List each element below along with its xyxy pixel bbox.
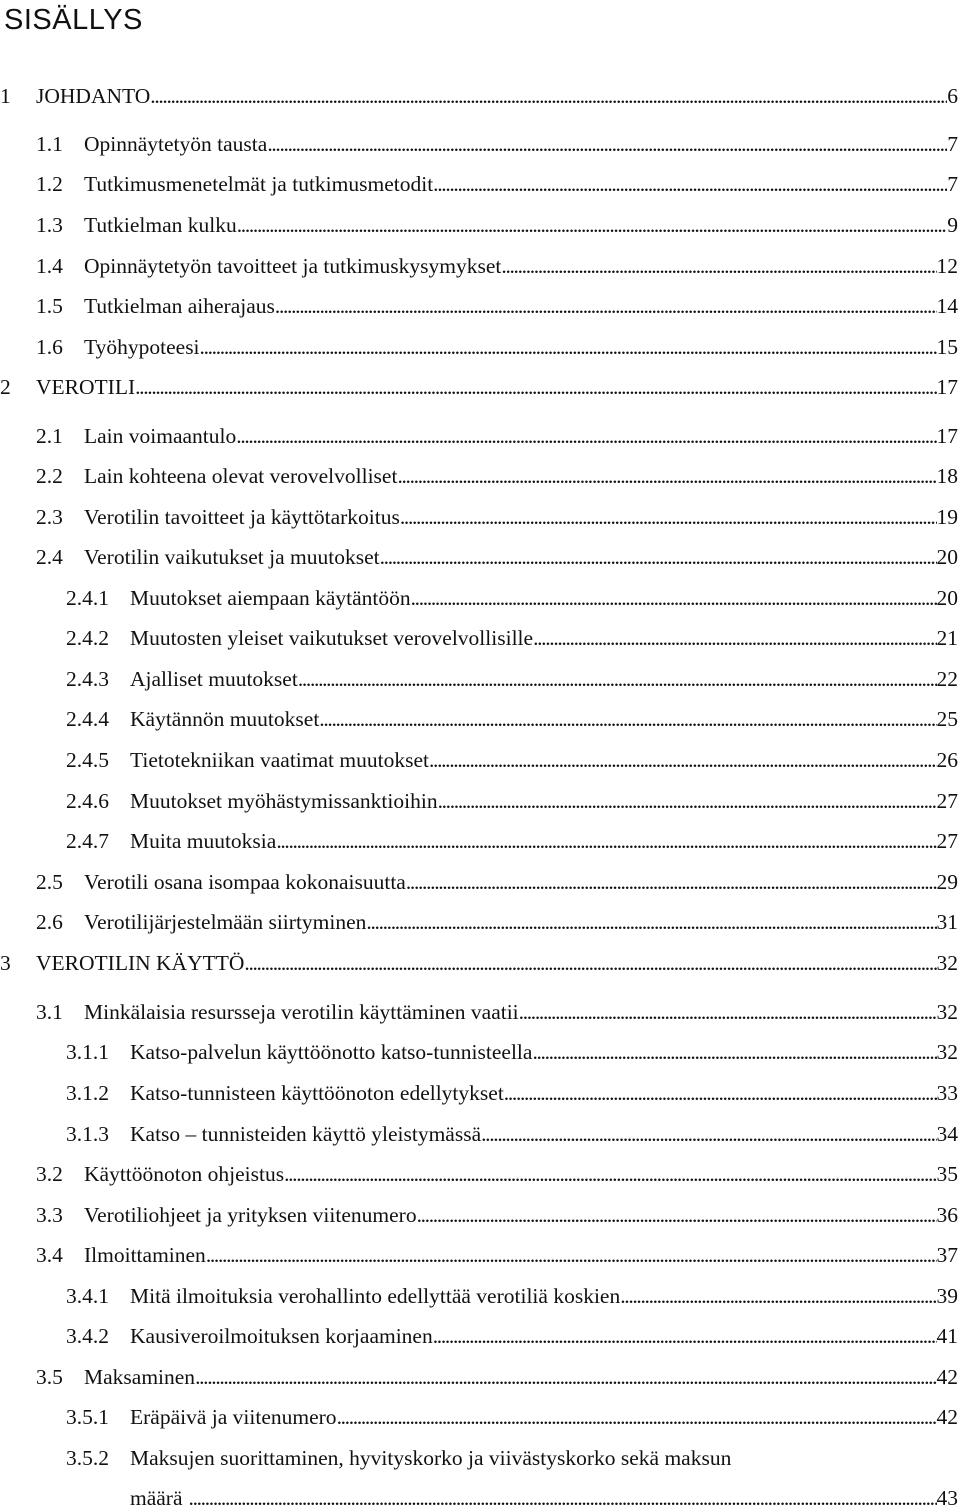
toc-entry-leader-line — [84, 1241, 960, 1269]
toc-entry-title: Tutkimusmenetelmät ja tutkimusmetodit — [84, 170, 433, 198]
toc-entry-leader-line — [130, 787, 960, 815]
dot-leader — [236, 422, 936, 450]
toc-entry-title: Verotilin vaikutukset ja muutokset — [84, 543, 380, 571]
toc-entry-title: Muutosten yleiset vaikutukset verovelvollisille — [130, 624, 533, 652]
toc-entry-leader-line — [84, 252, 960, 280]
toc-entry-title: Kausiveroilmoituksen korjaaminen — [130, 1322, 433, 1350]
toc-entry-leader-line — [36, 373, 960, 401]
toc-entry-leader-line — [36, 949, 960, 977]
toc-entry-page-number: 27 — [937, 827, 960, 855]
toc-entry[interactable] — [0, 1403, 960, 1431]
toc-entry[interactable] — [0, 624, 960, 652]
toc-entry[interactable] — [0, 82, 960, 110]
toc-entry-page-number: 20 — [937, 543, 960, 571]
toc-entry[interactable] — [0, 1079, 960, 1107]
toc-entry-leader-line — [84, 211, 960, 239]
dot-leader — [438, 787, 937, 815]
dot-leader — [519, 998, 937, 1026]
toc-entry-title: Tietotekniikan vaatimat muutokset — [130, 746, 429, 774]
toc-entry-leader-line — [84, 1363, 960, 1391]
toc-entry-leader-line — [130, 746, 960, 774]
dot-leader — [150, 82, 947, 110]
toc-entry-leader-line — [84, 170, 960, 198]
toc-entry[interactable] — [0, 170, 960, 198]
toc-entry-number: 1.3 — [36, 211, 63, 239]
toc-entry-number: 2.3 — [36, 503, 63, 531]
toc-entry-number: 2.4.3 — [66, 665, 109, 693]
dot-leader — [366, 908, 936, 936]
toc-entry[interactable] — [0, 998, 960, 1026]
toc-entry-leader-line — [130, 1079, 960, 1107]
toc-entry-page-number: 25 — [937, 705, 960, 733]
toc-entry-number: 2 — [0, 373, 11, 401]
toc-entry-number: 2.5 — [36, 868, 63, 896]
toc-entry-leader-line — [130, 584, 960, 612]
toc-entry-title-continuation: määrä — [130, 1484, 183, 1512]
toc-entry-leader-line — [130, 624, 960, 652]
toc-entry-title: VEROTILIN KÄYTTÖ — [36, 949, 244, 977]
toc-entry-number: 3.4.2 — [66, 1322, 109, 1350]
toc-entry[interactable] — [0, 211, 960, 239]
toc-entry[interactable] — [0, 1282, 960, 1310]
toc-entry-title: Ilmoittaminen — [84, 1241, 206, 1269]
toc-entry[interactable] — [0, 503, 960, 531]
dot-leader — [319, 705, 936, 733]
toc-entry[interactable] — [0, 787, 960, 815]
toc-entry[interactable] — [0, 827, 960, 855]
toc-entry[interactable] — [0, 543, 960, 571]
toc-entry-number: 1.4 — [36, 252, 63, 280]
toc-entry-page-number: 27 — [937, 787, 960, 815]
toc-entry-title: Lain voimaantulo — [84, 422, 236, 450]
toc-entry-title: Opinnäytetyön tavoitteet ja tutkimuskysymykset — [84, 252, 501, 280]
toc-entry-number: 3.4.1 — [66, 1282, 109, 1310]
toc-entry-number: 1.6 — [36, 333, 63, 361]
toc-entry-page-number: 33 — [937, 1079, 960, 1107]
toc-entry-number: 1.2 — [36, 170, 63, 198]
toc-entry-title: Maksujen suorittaminen, hyvityskorko ja viivästyskorko sekä maksun — [130, 1444, 731, 1472]
toc-entry-leader-line — [84, 868, 960, 896]
toc-entry-leader-line — [84, 462, 960, 490]
toc-entry-page-number: 41 — [937, 1322, 960, 1350]
toc-entry-leader-line — [130, 827, 960, 855]
toc-entry-leader-line — [130, 1403, 960, 1431]
toc-entry-title: Verotilin tavoitteet ja käyttötarkoitus — [84, 503, 400, 531]
toc-entry-leader-line — [130, 1322, 960, 1350]
toc-entry-title: VEROTILI — [36, 373, 135, 401]
toc-entry-title: Käytännön muutokset — [130, 705, 319, 733]
toc-entry-number: 3.1.1 — [66, 1038, 109, 1066]
dot-leader — [200, 333, 937, 361]
toc-entry[interactable] — [0, 949, 960, 977]
toc-entry-number: 2.4 — [36, 543, 63, 571]
dot-leader — [533, 624, 936, 652]
toc-entry-leader-line — [130, 1038, 960, 1066]
toc-entry-page-number: 7 — [947, 130, 960, 158]
dot-leader — [481, 1120, 936, 1148]
toc-entry[interactable] — [0, 908, 960, 936]
toc-entry[interactable] — [0, 333, 960, 361]
toc-entry-title: Eräpäivä ja viitenumero — [130, 1403, 337, 1431]
toc-entry-number: 3.1.2 — [66, 1079, 109, 1107]
toc-entry-number: 2.4.6 — [66, 787, 109, 815]
toc-entry-page-number: 26 — [937, 746, 960, 774]
toc-entry-page-number: 7 — [947, 170, 960, 198]
dot-leader — [275, 292, 937, 320]
toc-entry[interactable] — [0, 252, 960, 280]
toc-entry-leader-line — [84, 503, 960, 531]
toc-entry[interactable] — [0, 1363, 960, 1391]
toc-entry-title: Työhypoteesi — [84, 333, 200, 361]
toc-entry-number: 3.5.1 — [66, 1403, 109, 1431]
toc-entry-leader-line — [130, 665, 960, 693]
toc-entry-page-number: 20 — [937, 584, 960, 612]
toc-entry-leader-line — [84, 908, 960, 936]
toc-entry-title: Mitä ilmoituksia verohallinto edellyttää verotiliä koskien — [130, 1282, 620, 1310]
toc-entry-leader-line — [84, 998, 960, 1026]
toc-entry[interactable] — [0, 868, 960, 896]
dot-leader — [429, 746, 937, 774]
dot-leader — [195, 1363, 936, 1391]
toc-entry-title: Tutkielman aiherajaus — [84, 292, 275, 320]
dot-leader — [501, 252, 936, 280]
dot-leader — [532, 1038, 936, 1066]
toc-entry-number: 3.2 — [36, 1160, 63, 1188]
toc-entry-number: 3.1.3 — [66, 1120, 109, 1148]
toc-entry-page-number: 37 — [937, 1241, 960, 1269]
toc-entry-number: 3.1 — [36, 998, 63, 1026]
toc-entry-page-number: 32 — [937, 998, 960, 1026]
toc-entry-page-number: 14 — [937, 292, 960, 320]
toc-entry-title: Verotiliohjeet ja yrityksen viitenumero — [84, 1201, 417, 1229]
toc-entry-number: 1 — [0, 82, 11, 110]
toc-entry-leader-line — [84, 422, 960, 450]
toc-entry[interactable] — [0, 1160, 960, 1188]
dot-leader — [337, 1403, 937, 1431]
page-title: SISÄLLYS — [4, 2, 143, 38]
toc-entry-title: Verotili osana isompaa kokonaisuutta — [84, 868, 406, 896]
toc-entry-page-number: 17 — [937, 373, 960, 401]
toc-entry[interactable] — [0, 462, 960, 490]
dot-leader — [298, 665, 937, 693]
dot-leader — [135, 373, 936, 401]
toc-entry-number: 2.1 — [36, 422, 63, 450]
toc-entry[interactable] — [0, 130, 960, 158]
dot-leader — [267, 130, 947, 158]
toc-entry-number: 3.4 — [36, 1241, 63, 1269]
toc-entry-title: Verotilijärjestelmään siirtyminen — [84, 908, 366, 936]
toc-entry-leader-line — [84, 333, 960, 361]
toc-entry-title: Muita muutoksia — [130, 827, 276, 855]
toc-entry[interactable] — [0, 1038, 960, 1066]
toc-entry[interactable] — [0, 1444, 960, 1472]
toc-entry-title: JOHDANTO — [36, 82, 150, 110]
dot-leader — [406, 868, 937, 896]
dot-leader — [189, 1484, 937, 1512]
toc-entry-leader-line — [130, 1282, 960, 1310]
toc-entry-leader-line — [130, 705, 960, 733]
dot-leader — [276, 827, 936, 855]
toc-entry-number: 2.2 — [36, 462, 63, 490]
toc-entry-number: 2.4.7 — [66, 827, 109, 855]
toc-entry-page-number: 39 — [937, 1282, 960, 1310]
toc-entry[interactable] — [0, 665, 960, 693]
toc-entry-page-number: 29 — [937, 868, 960, 896]
toc-entry-number: 2.4.2 — [66, 624, 109, 652]
toc-entry-page-number: 6 — [947, 82, 960, 110]
dot-leader — [400, 503, 937, 531]
toc-entry-title: Minkälaisia resursseja verotilin käyttäminen vaatii — [84, 998, 519, 1026]
toc-entry-page-number: 12 — [937, 252, 960, 280]
toc-entry-title: Muutokset aiempaan käytäntöön — [130, 584, 411, 612]
toc-entry[interactable] — [0, 292, 960, 320]
toc-entry-number: 3.3 — [36, 1201, 63, 1229]
toc-entry-page-number: 42 — [937, 1363, 960, 1391]
toc-entry-title: Katso-tunnisteen käyttöönoton edellytykset — [130, 1079, 504, 1107]
dot-leader — [244, 949, 936, 977]
toc-entry-leader-line — [84, 543, 960, 571]
dot-leader — [411, 584, 937, 612]
toc-entry-number: 1.5 — [36, 292, 63, 320]
toc-entry-title: Ajalliset muutokset — [130, 665, 298, 693]
toc-entry-page-number: 15 — [937, 333, 960, 361]
toc-entry-number: 1.1 — [36, 130, 63, 158]
toc-entry-number: 3.5 — [36, 1363, 63, 1391]
dot-leader — [206, 1241, 937, 1269]
toc-entry[interactable] — [0, 746, 960, 774]
dot-leader — [397, 462, 936, 490]
toc-entry-title: Käyttöönoton ohjeistus — [84, 1160, 284, 1188]
toc-entry-title: Maksaminen — [84, 1363, 195, 1391]
toc-entry-page-number: 34 — [937, 1120, 960, 1148]
toc-entry-page-number: 32 — [937, 949, 960, 977]
dot-leader — [380, 543, 937, 571]
toc-entry-number: 2.4.1 — [66, 584, 109, 612]
toc-entry-page-number: 36 — [937, 1201, 960, 1229]
dot-leader — [433, 170, 947, 198]
toc-entry-page-number: 9 — [947, 211, 960, 239]
toc-entry-title: Katso – tunnisteiden käyttö yleistymässä — [130, 1120, 481, 1148]
toc-entry[interactable] — [0, 1241, 960, 1269]
toc-entry-leader-line — [130, 1120, 960, 1148]
dot-leader — [284, 1160, 936, 1188]
toc-entry-number: 2.4.5 — [66, 746, 109, 774]
dot-leader — [504, 1079, 937, 1107]
toc-entry-page-number: 19 — [937, 503, 960, 531]
toc-entry-page-number: 18 — [937, 462, 960, 490]
toc-entry-page-number: 21 — [937, 624, 960, 652]
toc-entry-title: Katso-palvelun käyttöönotto katso-tunnisteella — [130, 1038, 532, 1066]
toc-entry-page-number: 32 — [937, 1038, 960, 1066]
toc-entry-number: 3 — [0, 949, 11, 977]
toc-entry[interactable] — [0, 1201, 960, 1229]
toc-entry-leader-line — [84, 292, 960, 320]
toc-entry-number: 2.6 — [36, 908, 63, 936]
toc-entry-page-number: 31 — [937, 908, 960, 936]
toc-entry-number: 2.4.4 — [66, 705, 109, 733]
toc-entry-page-number: 17 — [937, 422, 960, 450]
toc-entry-leader-line — [84, 1201, 960, 1229]
toc-entry-page-number: 42 — [937, 1403, 960, 1431]
toc-entry-leader-line — [36, 82, 960, 110]
toc-entry-page-number: 35 — [937, 1160, 960, 1188]
dot-leader — [417, 1201, 937, 1229]
toc-entry[interactable] — [0, 1322, 960, 1350]
toc-entry-page-number: 22 — [937, 665, 960, 693]
toc-entry[interactable] — [0, 373, 960, 401]
toc-entry-title: Opinnäytetyön tausta — [84, 130, 267, 158]
dot-leader — [620, 1282, 936, 1310]
toc-entry-title: Lain kohteena olevat verovelvolliset — [84, 462, 397, 490]
dot-leader — [237, 211, 948, 239]
toc-entry-leader-line — [84, 130, 960, 158]
toc-entry-title: Tutkielman kulku — [84, 211, 237, 239]
dot-leader — [433, 1322, 937, 1350]
toc-entry-leader-line — [130, 1484, 960, 1512]
toc-entry-page-number: 43 — [937, 1484, 960, 1512]
toc-entry[interactable] — [0, 1120, 960, 1148]
toc-entry[interactable] — [0, 584, 960, 612]
toc-entry[interactable] — [0, 422, 960, 450]
toc-entry-number: 3.5.2 — [66, 1444, 109, 1472]
toc-entry-title: Muutokset myöhästymissanktioihin — [130, 787, 438, 815]
toc-entry-leader-line — [84, 1160, 960, 1188]
toc-entry[interactable] — [0, 705, 960, 733]
toc-entry-continuation[interactable] — [0, 1484, 960, 1512]
